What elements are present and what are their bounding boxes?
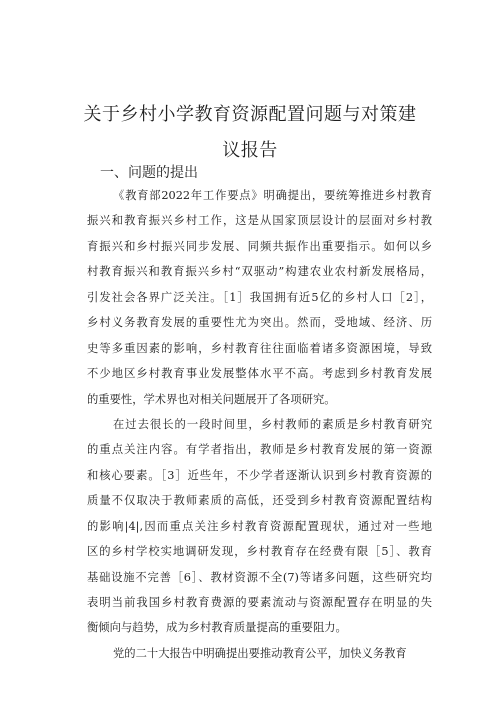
text-line: 引发社会各界广泛关注。［1］我国拥有近5亿的乡村人口［2］， — [87, 290, 432, 304]
text-line: 不少地区乡村教育事业发展整体水平不高。考虑到乡村教育发展 — [87, 367, 432, 381]
text-line: 在过去很长的一段时间里，乡村教师的素质是乡村教育研究 — [113, 417, 432, 431]
text-line: 振兴和教育振兴乡村工作，这是从国家顶层设计的层面对乡村教 — [87, 214, 432, 228]
text-line: 衡倾向与趋势，成为乡村教育质量提高的重要阻力。 — [87, 621, 347, 635]
title-line-1: 关于乡村小学教育资源配置问题与对策建 — [83, 104, 417, 125]
text-line: 的重要性，学术界也对相关问题展开了各项研究。 — [87, 392, 336, 406]
section-heading: 一、问题的提出 — [100, 165, 198, 181]
text-line: 乡村义务教育发展的重要性尤为突出。然而，受地域、经济、历 — [87, 316, 432, 330]
title-line-2: 议报告 — [222, 140, 278, 161]
text-line: 的重点关注内容。有学者指出，教师是乡村教育发展的第一资源 — [87, 443, 432, 457]
text-line: 育振兴和乡村振兴同步发展、同频共振作出重要指示。如何以乡 — [87, 239, 432, 253]
text-line: 《教育部2022年工作要点》明确提出，要统筹推进乡村教育 — [113, 189, 432, 202]
text-line: 表明当前我国乡村教育费源的要素流动与资源配置存在明显的失 — [87, 596, 432, 609]
text-line: 基础设施不完善［6］、教材资源不全(7)等诸多问题，这些研究均 — [87, 570, 432, 584]
document-title — [60, 97, 440, 169]
body-text — [87, 183, 432, 666]
text-line: 村教育振兴和教育振兴乡村“双驱动”构建农业农村新发展格局， — [87, 265, 432, 279]
text-line: 质量不仅取决于教师素质的高低，还受到乡村教育资源配置结构 — [87, 494, 432, 508]
text-line: 史等多重因素的影响，乡村教育往往面临着诸多资源困境，导致 — [87, 341, 432, 355]
text-line: 党的二十大报告中明确提出要推动教育公平，加快义务教育 — [113, 646, 407, 660]
text-line: 区的乡村学校实地调研发现，乡村教育存在经费有限［5］、教育 — [87, 545, 432, 559]
text-line: 的影响|4|,因而重点关注乡村教育资源配置现状，通过对一些地 — [87, 519, 432, 533]
text-line: 和核心要素。［3］近些年，不少学者逐渐认识到乡村教育资源的 — [87, 468, 432, 482]
